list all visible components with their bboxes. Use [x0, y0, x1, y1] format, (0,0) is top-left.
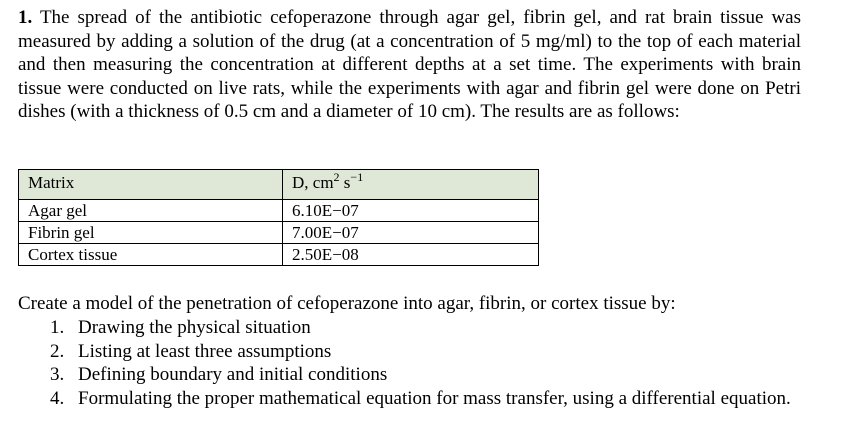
diffusion-table	[18, 169, 539, 266]
problem-statement	[18, 6, 801, 124]
diffusivity-cell: 7.00E−07	[283, 222, 539, 244]
step-index: 3.	[50, 364, 65, 386]
step-index: 4.	[50, 387, 65, 409]
matrix-cell: Agar gel	[19, 200, 283, 222]
list-item	[50, 340, 802, 364]
d-exponent-s: −1	[350, 170, 364, 184]
matrix-cell: Fibrin gel	[19, 222, 283, 244]
step-text: Formulating the proper mathematical equation for mass transfer, using a differential equation.	[78, 387, 791, 409]
d-exponent-cm: 2	[333, 170, 340, 184]
matrix-column-header: Matrix	[19, 170, 283, 200]
list-item	[50, 316, 802, 340]
step-text: Defining boundary and initial conditions	[78, 364, 388, 386]
step-text: Listing at least three assumptions	[78, 340, 332, 362]
table-header-row	[19, 170, 539, 200]
diffusivity-cell: 6.10E−07	[283, 200, 539, 222]
diffusivity-cell: 2.50E−08	[283, 244, 539, 266]
matrix-cell: Cortex tissue	[19, 244, 283, 266]
list-item	[50, 387, 802, 411]
task-steps-list	[50, 316, 802, 410]
problem-number: 1.	[18, 7, 33, 28]
diffusivity-column-header	[283, 170, 539, 200]
step-index: 2.	[50, 340, 65, 362]
step-index: 1.	[50, 317, 65, 338]
table-row	[19, 244, 539, 266]
step-text: Drawing the physical situation	[78, 317, 311, 338]
task-intro: Create a model of the penetration of cefoperazone into agar, fibrin, or cortex tissue by:	[18, 293, 676, 314]
problem-text: The spread of the antibiotic cefoperazone through agar gel, fibrin gel, and rat brain tissue was measured by adding a solution of the drug (at a concentration of 5 mg/ml) to the top of each material and then measuring the concentration at different depths at a set time. The experiments with brain tissue were conducted on live rats, while the experiments with agar and fibrin gel were done on Petri dishes (with a thickness of 0.5 cm and a diameter of 10 cm). The results are as follows:	[18, 7, 801, 123]
list-item	[50, 363, 802, 387]
table-row	[19, 222, 539, 244]
d-unit-s: s	[339, 173, 351, 192]
d-prefix: D, cm	[292, 173, 334, 192]
table-row	[19, 200, 539, 222]
